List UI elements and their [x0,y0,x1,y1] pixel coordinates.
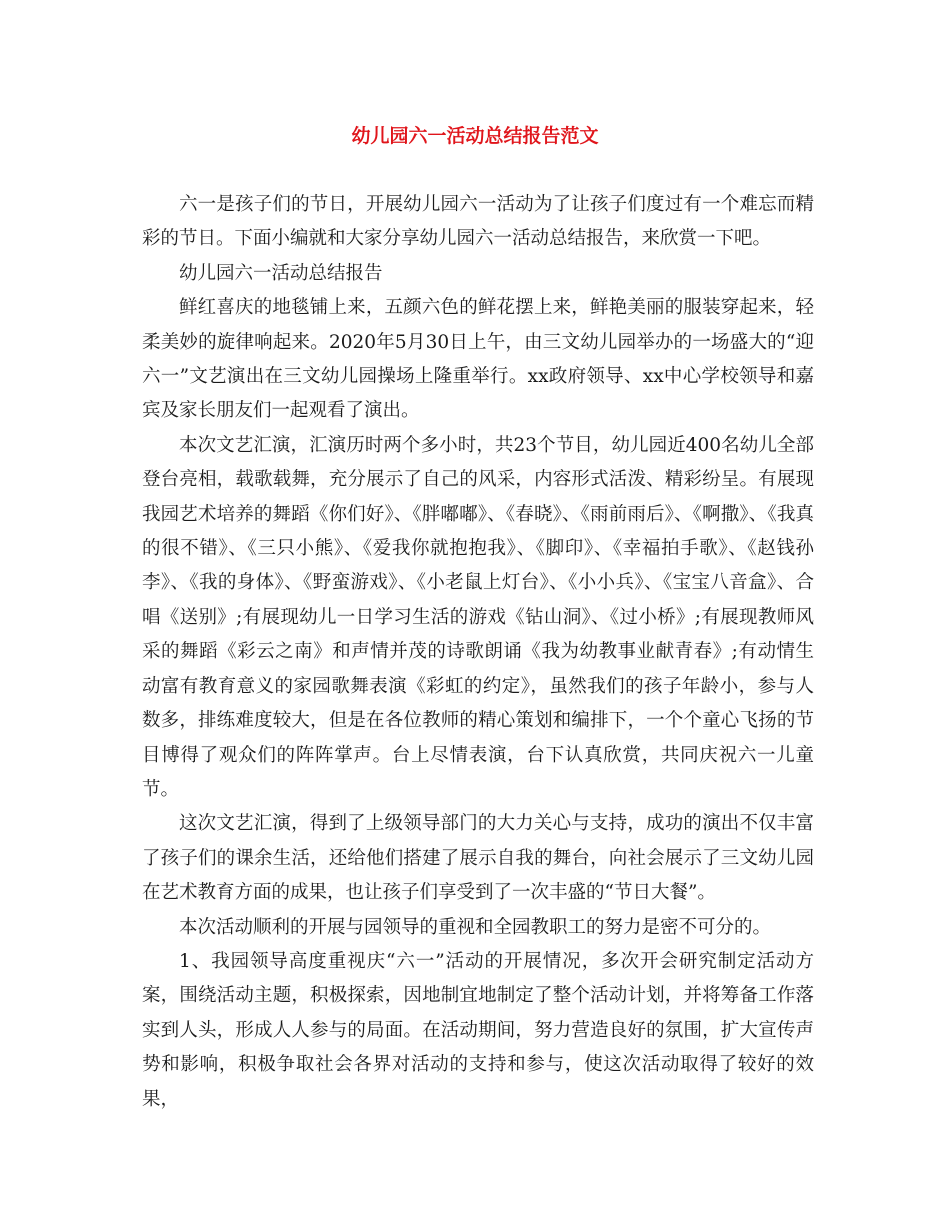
paragraph-effort: 本次活动顺利的开展与园领导的重视和全园教职工的努力是密不可分的。 [179,916,772,938]
paragraph-point-one: 1、我园领导高度重视庆“六一”活动的开展情况，多次开会研究制定活动方案，围绕活动主题，积极探索，因地制宜地制定了整个活动计划，并将筹备工作落实到人头，形成人人参与的局面。在活动期间，努力营造良好的氛围，扩大宣传声势和影响，积极争取社会各界对活动的支持和参与，使这次活动取得了较好的效果， [142,950,814,1110]
document-title: 幼儿园六一活动总结报告范文 [351,125,599,147]
paragraph-opening: 鲜红喜庆的地毯铺上来，五颜六色的鲜花摆上来，鲜艳美丽的服装穿起来，轻柔美妙的旋律响起来。2020年5月30日上午，由三文幼儿园举办的一场盛大的“迎六一”文艺演出在三文幼儿园操场上隆重举行。xx政府领导、xx中心学校领导和嘉宾及家长朋友们一起观看了演出。 [142,297,814,422]
paragraph-support: 这次文艺汇演，得到了上级领导部门的大力关心与支持，成功的演出不仅丰富了孩子们的课余生活，还给他们搭建了展示自我的舞台，向社会展示了三文幼儿园在艺术教育方面的成果，也让孩子们享受到了一次丰盛的“节日大餐”。 [142,813,814,904]
paragraph-performance: 本次文艺汇演，汇演历时两个多小时，共23个节目，幼儿园近400名幼儿全部登台亮相，载歌载舞，充分展示了自己的风采，内容形式活泼、精彩纷呈。有展现我园艺术培养的舞蹈《你们好》、《胖嘟嘟》、《春晓》、《雨前雨后》、《啊撒》、《我真的很不错》、《三只小熊》、《爱我你就抱抱我》、《脚印》、《幸福拍手歌》、《赵钱孙李》、《我的身体》、《野蛮游戏》、《小老鼠上灯台》、《小小兵》、《宝宝八音盒》、合唱《送别》;有展现幼儿一日学习生活的游戏《钻山洞》、《过小桥》;有展现教师风采的舞蹈《彩云之南》和声情并茂的诗歌朗诵《我为幼教事业献青春》;有动情生动富有教育意义的家园歌舞表演《彩虹的约定》，虽然我们的孩子年龄小，参与人数多，排练难度较大，但是在各位教师的精心策划和编排下，一个个童心飞扬的节目博得了观众们的阵阵掌声。台上尽情表演，台下认真欣赏，共同庆祝六一儿童节。 [142,434,814,800]
paragraph-subheading: 幼儿园六一活动总结报告 [179,262,383,284]
paragraph-intro: 六一是孩子们的节日，开展幼儿园六一活动为了让孩子们度过有一个难忘而精彩的节日。下面小编就和大家分享幼儿园六一活动总结报告，来欣赏一下吧。 [142,194,814,250]
document-body [142,188,814,1117]
